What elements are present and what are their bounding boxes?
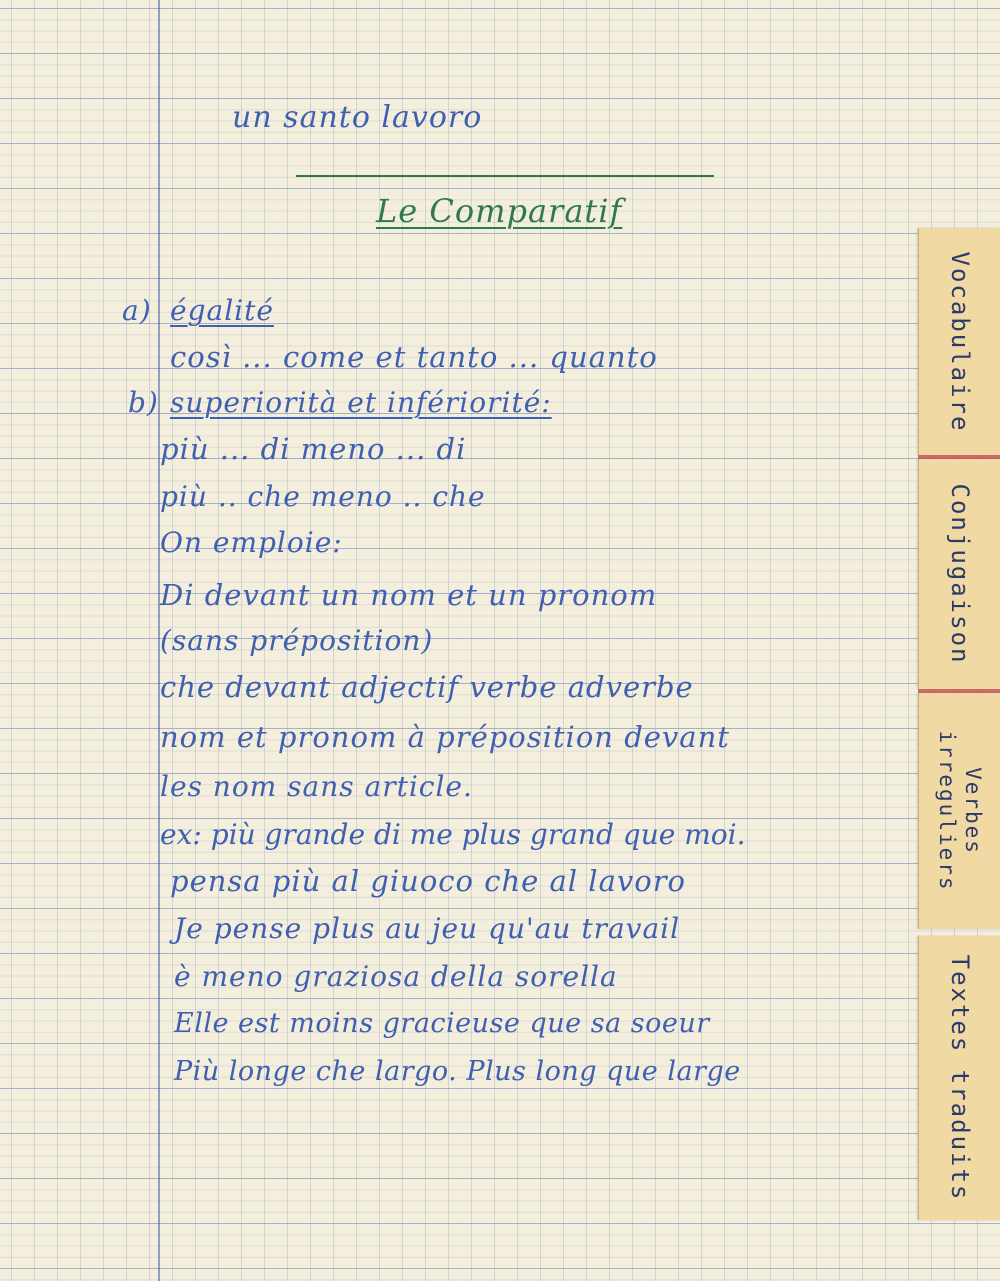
line-16: Elle est moins gracieuse que sa soeur <box>174 1008 710 1039</box>
line-7: Di devant un nom et un pronom <box>160 578 658 612</box>
line-9: che devant adjectif verbe adverbe <box>160 670 694 704</box>
line-11: les nom sans article. <box>160 770 473 803</box>
tab-verbes-line2: irreguliers <box>935 730 959 892</box>
item-b-heading: superiorità et infériorité: <box>170 386 552 419</box>
tab-textes-label: Textes traduits <box>946 954 974 1202</box>
tab-verbes-line1: Verbes <box>961 767 985 855</box>
line-12: ex: più grande di me plus grand que moi. <box>160 818 746 851</box>
item-a-heading: égalité <box>170 294 274 327</box>
line-13: pensa più al giuoco che al lavoro <box>170 864 687 898</box>
item-a-marker: a) <box>122 294 152 327</box>
tab-conjugaison-label: Conjugaison <box>946 483 974 665</box>
tab-verbes-label <box>934 730 986 891</box>
line-14: Je pense plus au jeu qu'au travail <box>174 912 681 945</box>
item-b-marker: b) <box>128 386 159 419</box>
tab-vocabulaire[interactable] <box>918 228 1000 456</box>
line-6: On emploie: <box>160 526 343 559</box>
line-15: è meno graziosa della sorella <box>174 960 618 993</box>
title-rule <box>296 175 714 177</box>
line-5: più .. che meno .. che <box>160 480 486 513</box>
line-2: così ... come et tanto ... quanto <box>170 340 658 374</box>
tab-verbes-irreguliers[interactable] <box>918 693 1000 929</box>
line-10: nom et pronom à préposition devant <box>160 720 730 754</box>
line-8: (sans préposition) <box>160 624 434 657</box>
line-17: Più longe che largo. Plus long que large <box>174 1056 741 1087</box>
heading: Le Comparatif <box>376 192 623 230</box>
page-title: un santo lavoro <box>232 100 483 135</box>
line-4: più ... di meno ... di <box>160 432 467 466</box>
tab-textes-traduits[interactable] <box>918 936 1000 1220</box>
tab-conjugaison[interactable] <box>918 459 1000 689</box>
tab-vocabulaire-label: Vocabulaire <box>946 251 974 433</box>
